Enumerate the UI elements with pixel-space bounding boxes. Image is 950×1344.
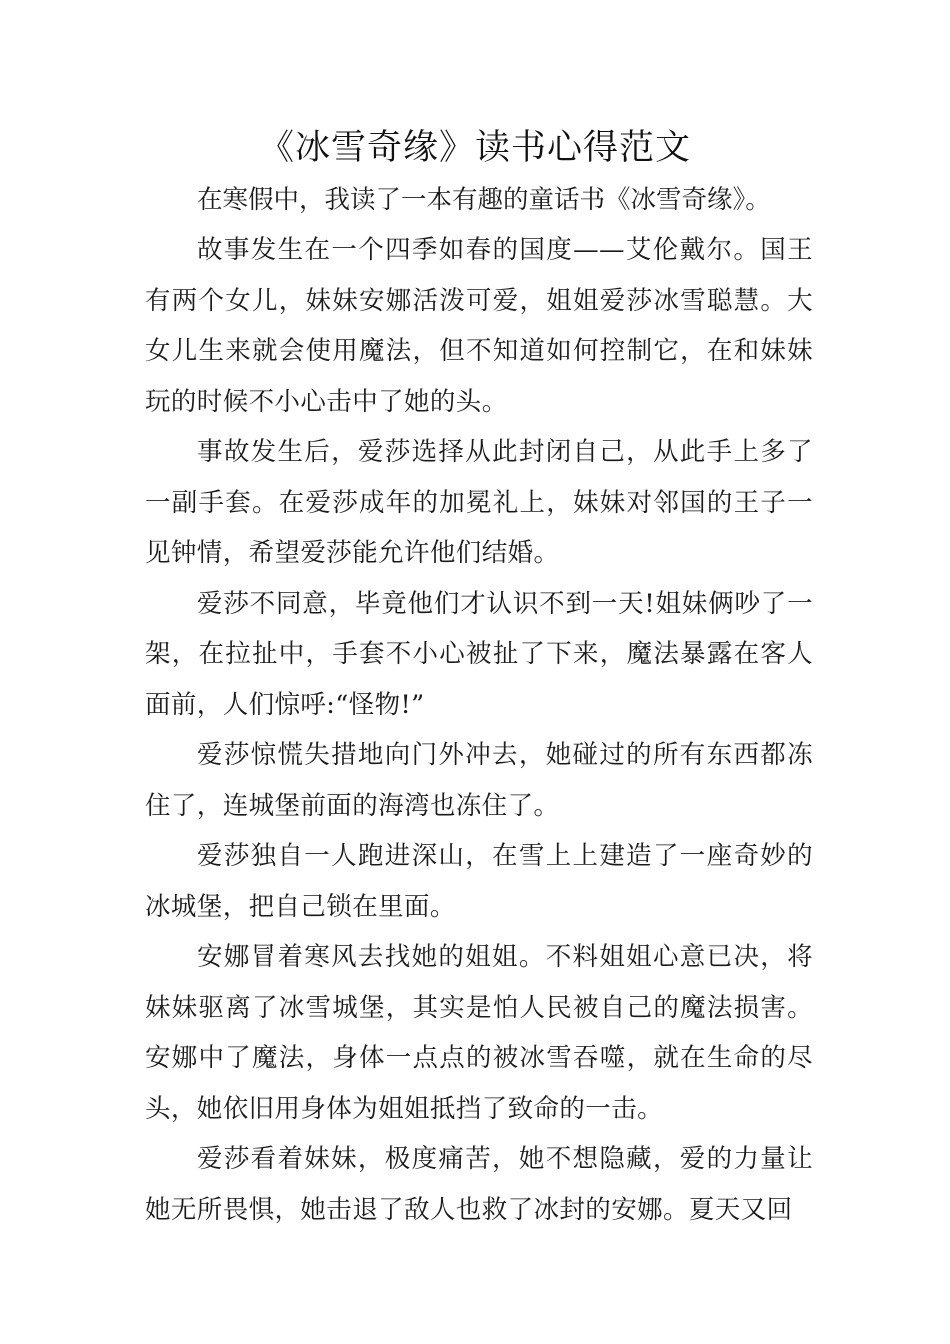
- intro-paragraph: 在寒假中，我读了一本有趣的童话书《冰雪奇缘》。: [197, 185, 771, 215]
- paragraph-4: 爱莎惊慌失措地向门外冲去，她碰过的所有东西都冻住了，连城堡前面的海湾也冻住了。: [145, 740, 813, 821]
- paragraph-1: 故事发生在一个四季如春的国度——艾伦戴尔。国王有两个女儿，妹妹安娜活泼可爱，姐姐爱莎冰雪聪慧。大女儿生来就会使用魔法，但不知道如何控制它，在和妹妹玩的时候不小心击中了她的头。: [145, 235, 813, 417]
- paragraph-2: 事故发生后，爱莎选择从此封闭自己，从此手上多了一副手套。在爱莎成年的加冕礼上，妹妹对邻国的王子一见钟情，希望爱莎能允许他们结婚。: [145, 437, 813, 568]
- document-body: [145, 175, 813, 1235]
- paragraph-7: 爱莎看着妹妹，极度痛苦，她不想隐藏，爱的力量让她无所畏惧，她击退了敌人也救了冰封的安娜。夏天又回: [145, 1144, 813, 1225]
- paragraph-5: 爱莎独自一人跑进深山，在雪上上建造了一座奇妙的冰城堡，把自己锁在里面。: [145, 841, 813, 922]
- document-title: 《冰雪奇缘》读书心得范文: [258, 128, 691, 168]
- paragraph-3: 爱莎不同意，毕竟他们才认识不到一天!姐妹俩吵了一架，在拉扯中，手套不小心被扯了下来，魔法暴露在客人面前，人们惊呼:“怪物!”: [145, 588, 813, 720]
- paragraph-6: 安娜冒着寒风去找她的姐姐。不料姐姐心意已决，将妹妹驱离了冰雪城堡，其实是怕人民被自己的魔法损害。安娜中了魔法，身体一点点的被冰雪吞噬，就在生命的尽头，她依旧用身体为姐姐抵挡了致命的一击。: [145, 942, 813, 1124]
